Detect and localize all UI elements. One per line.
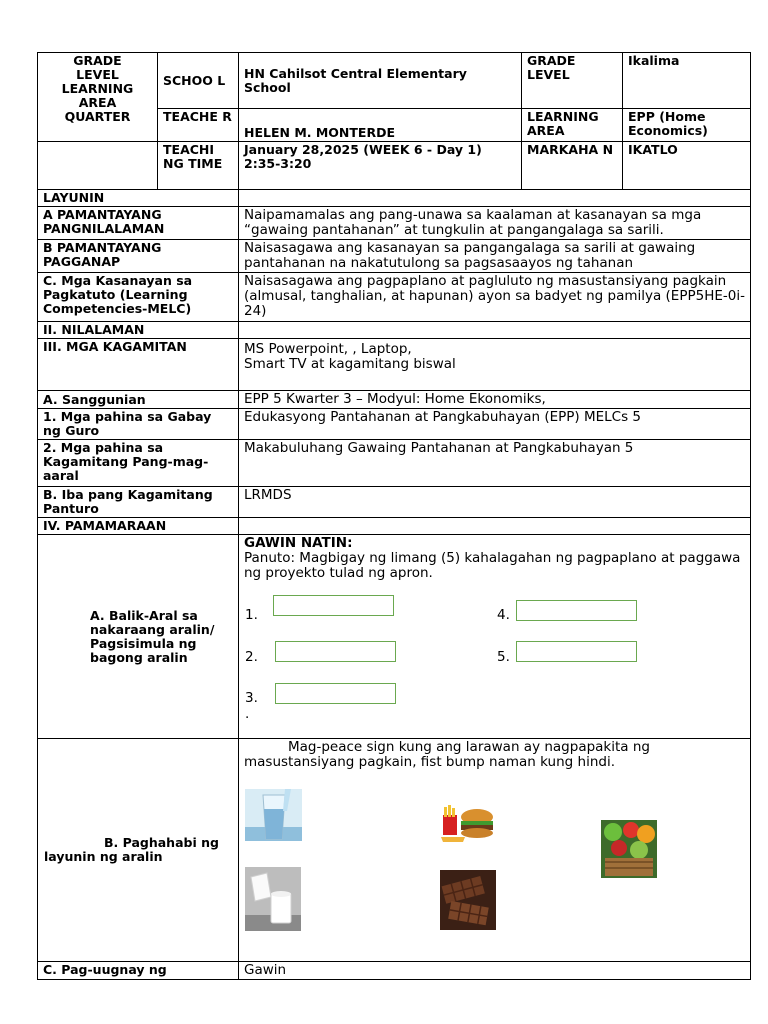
iba-pang-kagamitan-label: B. Iba pang Kagamitang Panturo xyxy=(38,487,239,518)
answer-number: 1. xyxy=(245,607,258,623)
teacher-label: TEACHE R xyxy=(158,109,239,142)
milk-image xyxy=(245,867,301,931)
trailing-dot: . xyxy=(245,706,250,722)
paghahabi-label: B. Paghahabi ng layunin ng aralin xyxy=(38,739,239,962)
header-left-line: LEARNING xyxy=(61,81,134,96)
panuto-text: Panuto: Magbigay ng limang (5) kahalagahan ng pagpaplano at paggawa ng proyekto tulad ng apron. xyxy=(244,550,741,581)
lesson-plan-table xyxy=(37,52,751,980)
water-glass-image xyxy=(245,789,302,841)
school-value: HN Cahilsot Central Elementary School xyxy=(239,53,522,109)
header-left-line: LEVEL xyxy=(76,67,119,82)
gawin-natin-heading: GAWIN NATIN: xyxy=(244,535,353,551)
answer-box-5[interactable] xyxy=(516,641,637,662)
answer-number: 5. xyxy=(497,649,510,665)
sanggunian-value: EPP 5 Kwarter 3 – Modyul: Home Ekonomiks, xyxy=(239,391,751,409)
pamamaraan-heading: IV. PAMAMARAAN xyxy=(38,518,239,535)
layunin-heading: LAYUNIN xyxy=(38,190,239,207)
pamantayang-pangnilalaman-label: A PAMANTAYANG PANGNILALAMAN xyxy=(38,207,239,240)
kagamitan-value xyxy=(239,339,751,391)
layunin-value xyxy=(239,190,751,207)
pag-uugnay-label: C. Pag-uugnay ng xyxy=(38,962,239,980)
balik-aral-label: A. Balik-Aral sa nakaraang aralin/ Pagsisimula ng bagong aralin xyxy=(38,535,239,739)
chocolate-bars-image xyxy=(440,870,496,930)
teacher-value: HELEN M. MONTERDE xyxy=(239,109,522,142)
header-left-line: GRADE xyxy=(73,53,122,68)
pamamaraan-value xyxy=(239,518,751,535)
nilalaman-value xyxy=(239,322,751,339)
learning-area-label: LEARNING AREA xyxy=(522,109,623,142)
teaching-date: January 28,2025 (WEEK 6 - Day 1) xyxy=(244,142,482,157)
answer-box-3[interactable] xyxy=(275,683,396,704)
pamantayang-pangnilalaman-value: Naipamamalas ang pang-unawa sa kaalaman at kasanayan sa mga “gawaing pantahanan” at tungkulin at pangangalaga sa sarili. xyxy=(239,207,751,240)
balik-aral-content xyxy=(239,535,751,739)
paghahabi-content xyxy=(239,739,751,962)
markahan-label: MARKAHA N xyxy=(522,142,623,190)
gabay-guro-label: 1. Mga pahina sa Gabay ng Guro xyxy=(38,409,239,440)
nilalaman-heading: II. NILALAMAN xyxy=(38,322,239,339)
sanggunian-label: A. Sanggunian xyxy=(38,391,239,409)
markahan-value: IKATLO xyxy=(623,142,751,190)
iba-pang-kagamitan-value: LRMDS xyxy=(239,487,751,518)
teaching-time-label: TEACHI NG TIME xyxy=(158,142,239,190)
answer-number: 4. xyxy=(497,607,510,623)
gabay-guro-value: Edukasyong Pantahanan at Pangkabuhayan (EPP) MELCs 5 xyxy=(239,409,751,440)
header-empty-cell xyxy=(38,142,158,190)
learning-area-value: EPP (Home Economics) xyxy=(623,109,751,142)
vegetables-basket-image xyxy=(601,820,657,878)
paghahabi-instruction: Mag-peace sign kung ang larawan ay nagpapakita ng masustansiyang pagkain, fist bump naman kung hindi. xyxy=(244,739,650,770)
kagamitan-heading: III. MGA KAGAMITAN xyxy=(38,339,239,391)
answer-number: 3. xyxy=(245,690,258,706)
kagamitang-pang-mag-aaral-value: Makabuluhang Gawaing Pantahanan at Pangkabuhayan 5 xyxy=(239,440,751,487)
pag-uugnay-value: Gawin xyxy=(239,962,751,980)
answer-box-1[interactable] xyxy=(273,595,394,616)
header-left-block xyxy=(38,53,158,142)
pamantayang-pagganap-label: B PAMANTAYANG PAGGANAP xyxy=(38,240,239,273)
grade-level-label: GRADE LEVEL xyxy=(522,53,623,109)
teaching-hours: 2:35-3:20 xyxy=(244,156,312,171)
header-left-line: AREA xyxy=(78,95,117,110)
answer-number: 2. xyxy=(245,649,258,665)
kasanayan-value: Naisasagawa ang pagpaplano at pagluluto ng masustansiyang pagkain (almusal, tanghalian, at hapunan) ayon sa badyet ng pamilya (EPP5HE-0i-24) xyxy=(239,273,751,322)
kagamitan-line: Smart TV at kagamitang biswal xyxy=(244,356,456,372)
kasanayan-label: C. Mga Kasanayan sa Pagkatuto (Learning Competencies-MELC) xyxy=(38,273,239,322)
kagamitang-pang-mag-aaral-label: 2. Mga pahina sa Kagamitang Pang-mag-aaral xyxy=(38,440,239,487)
answer-box-4[interactable] xyxy=(516,600,637,621)
kagamitan-line: MS Powerpoint, , Laptop, xyxy=(244,341,412,357)
fast-food-image xyxy=(439,799,495,843)
teaching-time-value xyxy=(239,142,522,190)
lesson-plan-page xyxy=(37,52,750,980)
answer-box-2[interactable] xyxy=(275,641,396,662)
grade-level-value: Ikalima xyxy=(623,53,751,109)
header-left-line: QUARTER xyxy=(64,109,131,124)
pamantayang-pagganap-value: Naisasagawa ang kasanayan sa pangangalaga sa sarili at gawaing pantahanan na nakatutulong sa pagsasaayos ng tahanan xyxy=(239,240,751,273)
school-label: SCHOO L xyxy=(158,53,239,109)
